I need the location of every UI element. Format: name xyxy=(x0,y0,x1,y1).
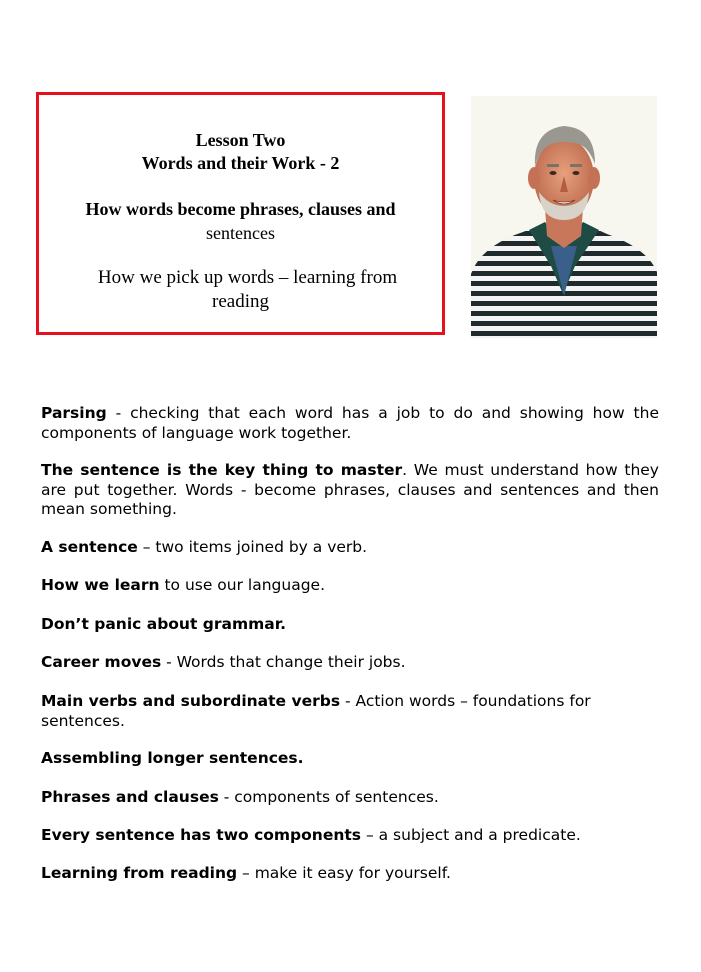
outline-item xyxy=(41,653,659,673)
outline-item-heading: Career moves xyxy=(41,653,162,671)
outline-item xyxy=(41,826,659,846)
outline-item-text: – a subject and a predicate. xyxy=(361,826,581,844)
lesson-subtitle-line1: How words become phrases, clauses and xyxy=(85,199,396,219)
outline-item-text: . We must understand how they are put together. Words - become phrases, clauses and sentences and then mean something. xyxy=(41,461,659,518)
lesson-title-box xyxy=(36,92,445,335)
lesson-subtitle-line2: sentences xyxy=(206,223,275,243)
outline-item-text: - checking that each word has a job to do and showing how the components of language work together. xyxy=(41,404,659,442)
outline-item xyxy=(41,576,659,596)
lesson-title: Words and their Work - 2 xyxy=(141,153,340,173)
author-portrait-photo xyxy=(471,96,657,338)
outline-item xyxy=(41,864,659,884)
outline-item xyxy=(41,615,659,635)
outline-item xyxy=(41,404,659,443)
outline-item-heading: Every sentence has two components xyxy=(41,826,362,844)
outline-item xyxy=(41,692,659,731)
lesson-number: Lesson Two xyxy=(195,130,286,150)
lesson-topic-line1: How we pick up words – learning from xyxy=(97,267,398,288)
outline-item-heading: Parsing xyxy=(41,404,107,422)
outline-item-text: – two items joined by a verb. xyxy=(137,538,368,556)
outline-item-heading: Assembling longer sentences. xyxy=(41,749,304,767)
outline-item-heading: Learning from reading xyxy=(41,864,238,882)
outline-item-text: – make it easy for yourself. xyxy=(237,864,451,882)
outline-item-heading: A sentence xyxy=(41,538,138,556)
outline-item xyxy=(41,788,659,808)
outline-item-heading: Main verbs and subordinate verbs xyxy=(41,692,341,710)
lesson-topic-line2: reading xyxy=(212,291,269,312)
outline-item-text: to use our language. xyxy=(159,576,326,594)
outline-item xyxy=(41,461,659,520)
outline-item-text: - Action words – foundations for sentences. xyxy=(41,692,591,730)
outline-item-heading: How we learn xyxy=(41,576,160,594)
outline-item xyxy=(41,749,659,769)
outline-item-heading: Phrases and clauses xyxy=(41,788,219,806)
portrait-icon xyxy=(471,96,657,338)
outline-item-text: - Words that change their jobs. xyxy=(161,653,406,671)
outline-item-text: - components of sentences. xyxy=(218,788,439,806)
outline-item-heading: The sentence is the key thing to master xyxy=(41,461,403,479)
outline-item-heading: Don’t panic about grammar. xyxy=(41,615,287,633)
outline-item xyxy=(41,538,659,558)
